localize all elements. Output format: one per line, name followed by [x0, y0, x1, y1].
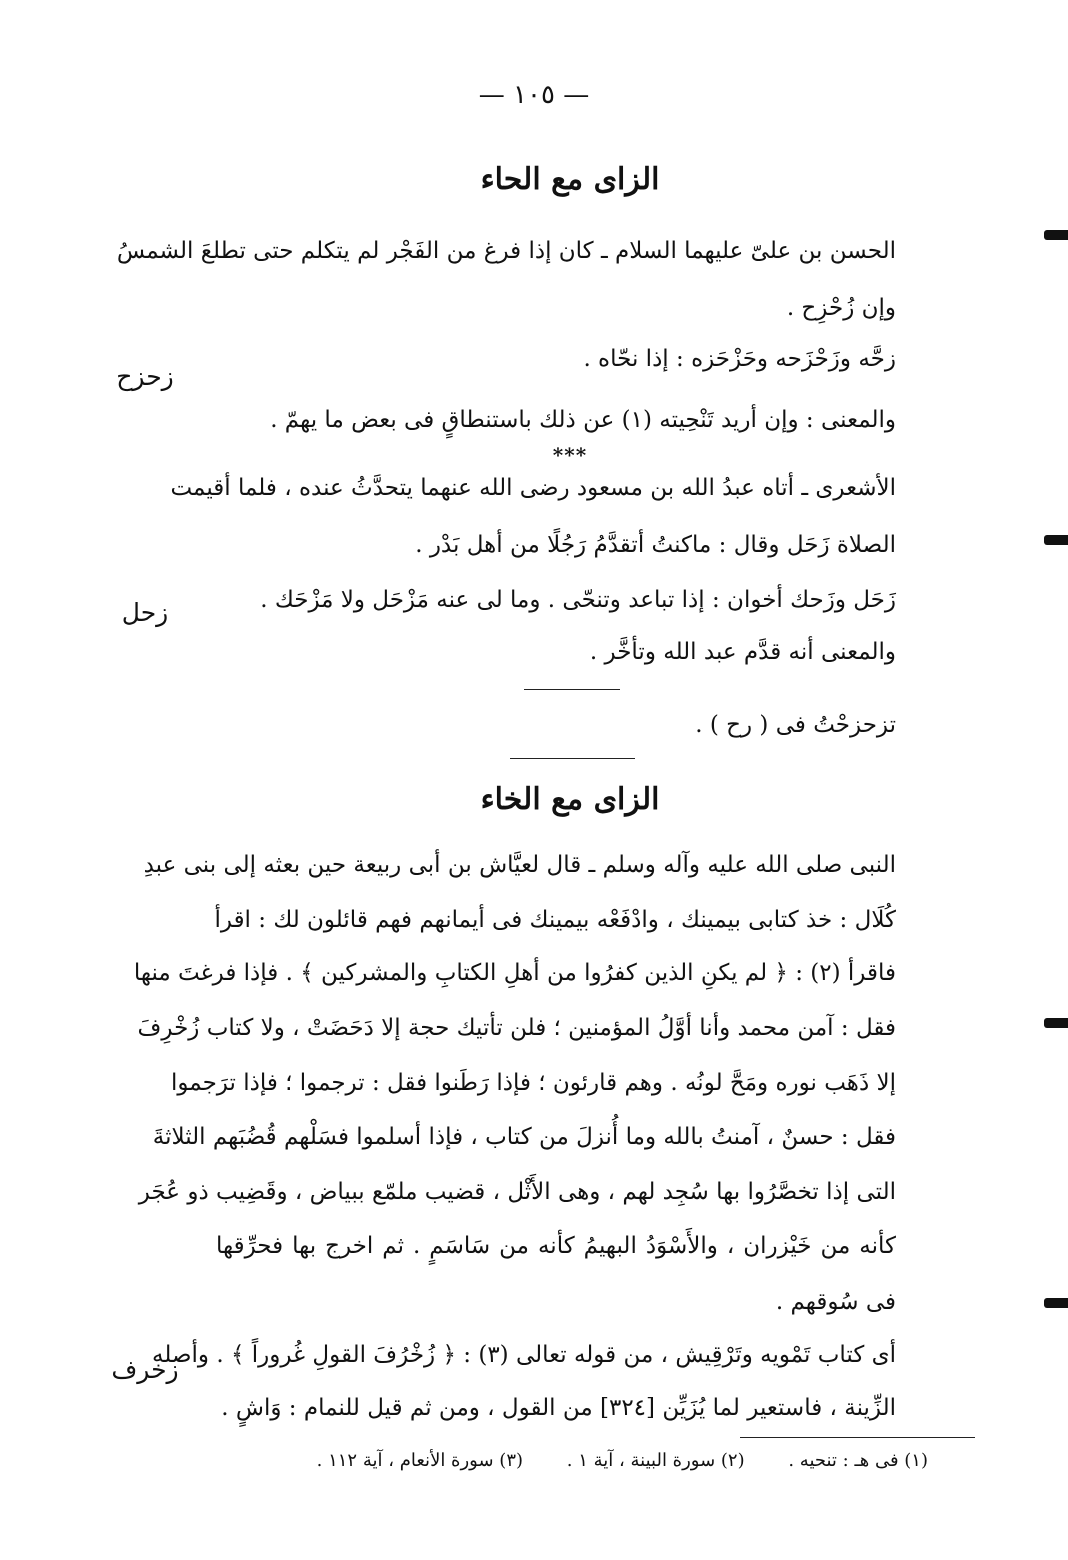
scan-edge-mark	[1044, 1018, 1068, 1028]
text-line: كُلَال : خذ كتابى بيمينك ، وادْفَعْه بيمينك فى أيمانهم فهم قائلون لك : اقرأ	[214, 907, 896, 933]
text-line: فاقرأ (٢) : ﴿ لم يكنِ الذين كفرُوا من أهلِ الكتابِ والمشركين ﴾ . فإذا فرغتَ منها	[133, 960, 896, 986]
footnote-3: (٣) سورة الأنعام ، آية ١١٢ .	[316, 1450, 524, 1471]
margin-headword: زحزح	[116, 362, 174, 391]
scan-edge-mark	[1044, 1298, 1068, 1308]
text-line: فى سُوقهم .	[775, 1289, 896, 1315]
footnotes	[279, 1450, 928, 1471]
text-line: وإن زُحْزِح .	[786, 295, 896, 321]
text-line: إلا ذَهَب نوره ومَحَّ لونُه . وهم قارئون ؛ فإذا رَطَنوا فقل : ترجموا ؛ فإذا ترَجموا	[171, 1070, 896, 1096]
text-line: الزِّينة ، فاستعير لما يُزَيِّن [٣٢٤] من القول ، ومن ثم قيل للنمام : وَاشٍ .	[221, 1395, 896, 1421]
separator-stars: ***	[552, 443, 588, 467]
scan-edge-mark	[1044, 230, 1068, 240]
text-line: الحسن بن علىّ عليهما السلام ـ كان إذا فرغ من الفَجْر لم يتكلم حتى تطلعَ الشمسُ	[116, 238, 896, 264]
footnote-rule	[740, 1437, 975, 1438]
text-line: الأشعرى ـ أتاه عبدُ الله بن مسعود رضى الله عنهما يتحدَّثُ عنده ، فلما أقيمت	[170, 475, 896, 501]
text-line: فقل : حسنٌ ، آمنتُ بالله وما أُنزلَ من كتاب ، فإذا أسلموا فسَلْهم قُضُبَهم الثلاثةَ	[152, 1124, 896, 1150]
text-line: والمعنى : وإن أريد تَنْحِيته (١) عن ذلك باستنطاقٍ فى بعض ما يهمّ .	[270, 407, 896, 433]
margin-headword: زحل	[121, 598, 169, 627]
section-divider	[510, 758, 635, 759]
footnote-1: (١) فى هـ : تنحيه .	[788, 1450, 928, 1471]
text-line: والمعنى أنه قدَّم عبد الله وتأخَّر .	[589, 639, 896, 665]
margin-headword: زخرف	[111, 1355, 179, 1384]
section-heading-zay-haa: الزاى مع الحاء	[480, 162, 660, 197]
text-line: الصلاة زَحَل وقال : ماكنتُ أتقدَّمُ رَجُلًا من أهل بَدْر .	[415, 532, 896, 558]
text-line: كأنه من خَيْزران ، والأَسْوَدُ البهيمُ كأنه من سَاسَمٍ . ثم اخرج بها فحرِّقها	[216, 1233, 896, 1259]
text-line: فقل : آمن محمد وأنا أوَّلُ المؤمنين ؛ فلن تأتيك حجة إلا دَحَضَتْ ، ولا كتاب زُخْرِفَ	[137, 1015, 896, 1041]
section-heading-zay-khaa: الزاى مع الخاء	[480, 782, 660, 817]
text-line: أى كتاب تَمْويه وتَرْقِيش ، من قوله تعالى (٣) : ﴿ زُخْرُفَ القولِ غُروراً ﴾ . وأصله	[152, 1342, 896, 1368]
text-line: زحَّه وزَحْزَحه وحَزْحَزه : إذا نحّاه .	[583, 346, 896, 372]
text-line: زَحَل وزَحك أخوان : إذا تباعد وتنحّى . وما لى عنه مَزْحَل ولا مَزْحَك .	[260, 587, 896, 613]
scan-edge-mark	[1044, 535, 1068, 545]
short-divider	[524, 689, 620, 690]
footnote-2: (٢) سورة البينة ، آية ١ .	[566, 1450, 745, 1471]
text-line: التى إذا تخصَّرُوا بها سُجِد لهم ، وهى الأَثْل ، قضيب ملمّع ببياض ، وقَضِيب ذو عُجَر	[138, 1179, 896, 1205]
page-number: — ١٠٥ —	[478, 80, 590, 110]
text-line: النبى صلى الله عليه وآله وسلم ـ قال لعيَّاش بن أبى ربيعة حين بعثه إلى بنى عبدِ	[143, 852, 896, 878]
cross-reference: تزحزحْتُ فى ( رح ) .	[695, 712, 896, 738]
